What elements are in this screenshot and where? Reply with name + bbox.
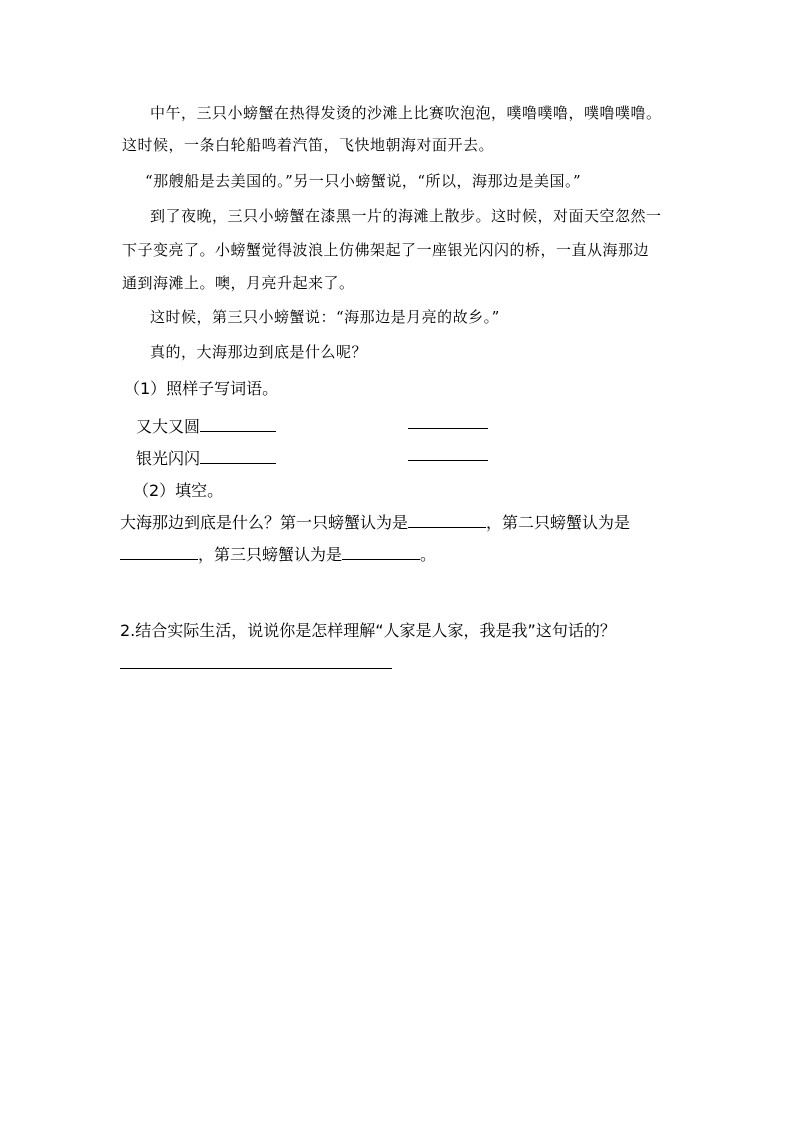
passage-line-1: 中午，三只小螃蟹在热得发烫的沙滩上比赛吹泡泡，噗噜噗噜，噗噜噗噜。 xyxy=(150,104,662,122)
q1-blank-2b[interactable] xyxy=(408,446,488,461)
passage-line-7: 这时候，第三只小螃蟹说：“海那边是月亮的故乡。” xyxy=(150,308,500,326)
q1-blank-1b-wrap xyxy=(408,414,488,433)
q1-example-1: 又大又圆 xyxy=(136,417,201,436)
passage-line-5: 下子变亮了。小螃蟹觉得波浪上仿佛架起了一座银光闪闪的桥，一直从海那边 xyxy=(122,241,650,259)
question2-text: 2.结合实际生活，说说你是怎样理解“人家是人家，我是我”这句话的？ xyxy=(120,621,616,640)
q2-blank-3[interactable] xyxy=(342,545,420,560)
q2-text-4: 。 xyxy=(420,545,437,564)
q2-blank-2[interactable] xyxy=(120,545,198,560)
q2-text-2: ，第二只螃蟹认为是 xyxy=(486,513,631,532)
q1-title: （1）照样子写词语。 xyxy=(124,379,279,398)
passage-line-8: 真的，大海那边到底是什么呢？ xyxy=(150,343,368,361)
question2-answer-line[interactable] xyxy=(120,668,392,669)
passage-line-4: 到了夜晚，三只小螃蟹在漆黑一片的海滩上散步。这时候，对面天空忽然一 xyxy=(150,207,662,225)
q1-row-1 xyxy=(136,414,276,437)
q2-title: （2）填空。 xyxy=(133,481,224,500)
q1-blank-1a[interactable] xyxy=(200,417,276,432)
q1-blank-2b-wrap xyxy=(408,446,488,465)
q2-line-1 xyxy=(120,510,630,533)
q1-blank-1b[interactable] xyxy=(408,414,488,429)
q2-text-3: ，第三只螃蟹认为是 xyxy=(198,545,343,564)
q2-line-2 xyxy=(120,542,436,565)
q1-example-2: 银光闪闪 xyxy=(136,449,201,468)
passage-line-2: 这时候，一条白轮船鸣着汽笛，飞快地朝海对面开去。 xyxy=(122,136,495,154)
q1-blank-2a[interactable] xyxy=(200,449,276,464)
passage-line-6: 通到海滩上。噢，月亮升起来了。 xyxy=(122,274,355,292)
passage-line-3: “那艘船是去美国的。”另一只小螃蟹说，“所以，海那边是美国。” xyxy=(145,172,582,190)
q2-blank-1[interactable] xyxy=(408,513,486,528)
q2-text-1: 大海那边到底是什么？第一只螃蟹认为是 xyxy=(120,513,409,532)
q1-row-2 xyxy=(136,446,276,469)
